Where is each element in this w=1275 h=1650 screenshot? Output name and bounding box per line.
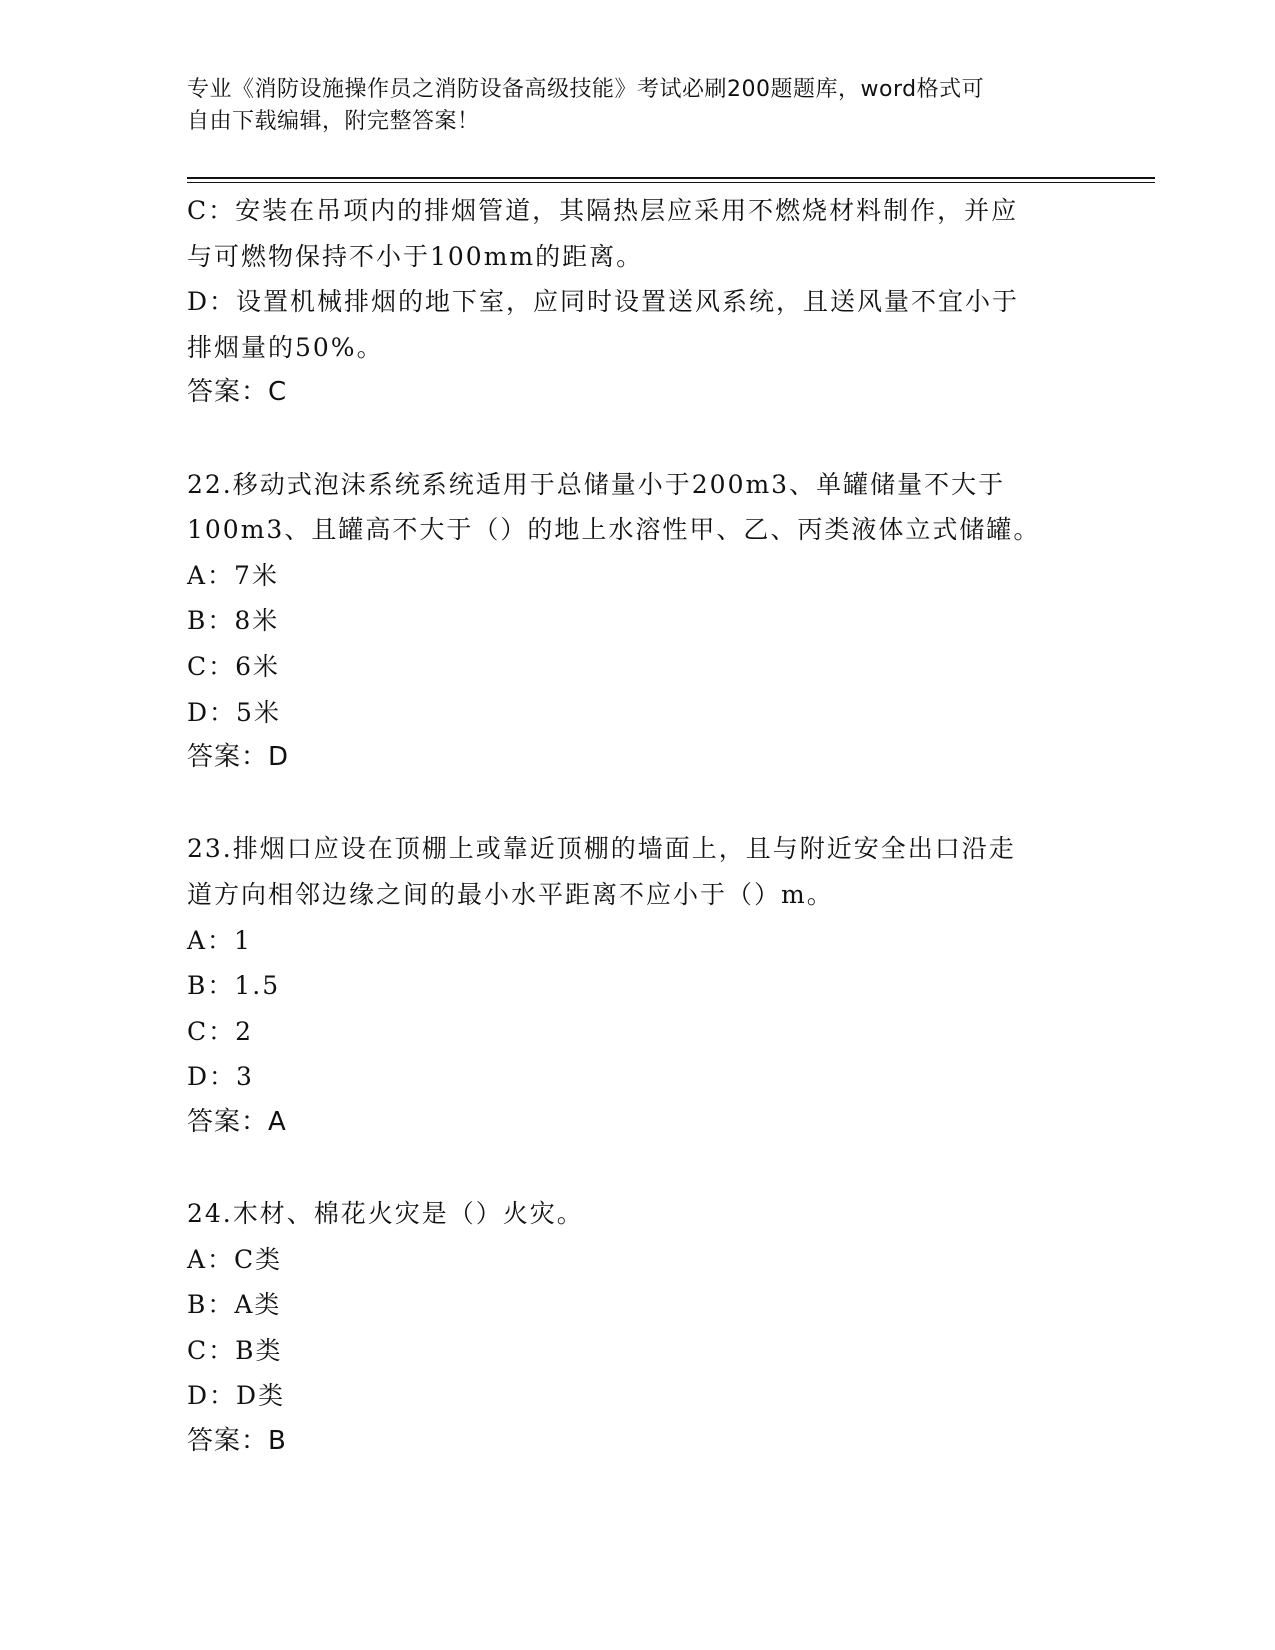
header-divider-thin: [187, 182, 1155, 183]
option-c: C：6米: [187, 651, 281, 681]
question-stem-line-1: 22.移动式泡沫系统系统适用于总储量小于200m3、单罐储量不大于: [187, 469, 1006, 499]
answer-line: 答案：D: [187, 742, 290, 773]
option-d: D：5米: [187, 697, 281, 727]
question-stem-line-1: 23.排烟口应设在顶棚上或靠近顶棚的墙面上，且与附近安全出口沿走: [187, 834, 1016, 864]
option-d: D：D类: [187, 1381, 286, 1411]
header-title-line-2: 自由下载编辑，附完整答案！: [187, 109, 480, 134]
option-a: A：C类: [187, 1244, 283, 1274]
answer-line: 答案：B: [187, 1426, 287, 1457]
option-b: B：1.5: [187, 971, 281, 1001]
question-stem-line-1: 24.木材、棉花火灾是（）火灾。: [187, 1199, 584, 1229]
option-a: A：1: [187, 925, 252, 955]
option-a: A：7米: [187, 560, 279, 590]
answer-line: 答案：A: [187, 1106, 287, 1137]
option-b: B：A类: [187, 1290, 282, 1320]
option-b: B：8米: [187, 606, 280, 636]
header-divider-thick: [187, 177, 1155, 179]
question-23: [187, 826, 1087, 1145]
question-stem-line-2: 道方向相邻边缘之间的最小水平距离不应小于（）m。: [187, 879, 834, 909]
option-c-line-2: 与可燃物保持不小于100mm的距离。: [187, 241, 644, 271]
option-d-line-2: 排烟量的50%。: [187, 332, 384, 362]
option-d: D：3: [187, 1062, 254, 1092]
option-d-line-1: D：设置机械排烟的地下室，应同时设置送风系统，且送风量不宜小于: [187, 287, 1020, 317]
previous-question-tail: [187, 188, 1087, 416]
document-header: [187, 74, 1067, 138]
option-c-line-1: C：安装在吊项内的排烟管道，其隔热层应采用不燃烧材料制作，并应: [187, 196, 1019, 225]
question-22: [187, 462, 1087, 781]
question-24: [187, 1191, 1087, 1465]
question-content: [187, 188, 1087, 1465]
header-title-line-1: 专业《消防设施操作员之消防设备高级技能》考试必刷200题题库，word格式可: [187, 77, 985, 102]
answer-line: 答案：C: [187, 377, 288, 408]
option-c: C：B类: [187, 1335, 283, 1365]
option-c: C：2: [187, 1016, 254, 1046]
question-stem-line-2: 100m3、且罐高不大于（）的地上水溶性甲、乙、丙类液体立式储罐。: [187, 515, 1041, 545]
